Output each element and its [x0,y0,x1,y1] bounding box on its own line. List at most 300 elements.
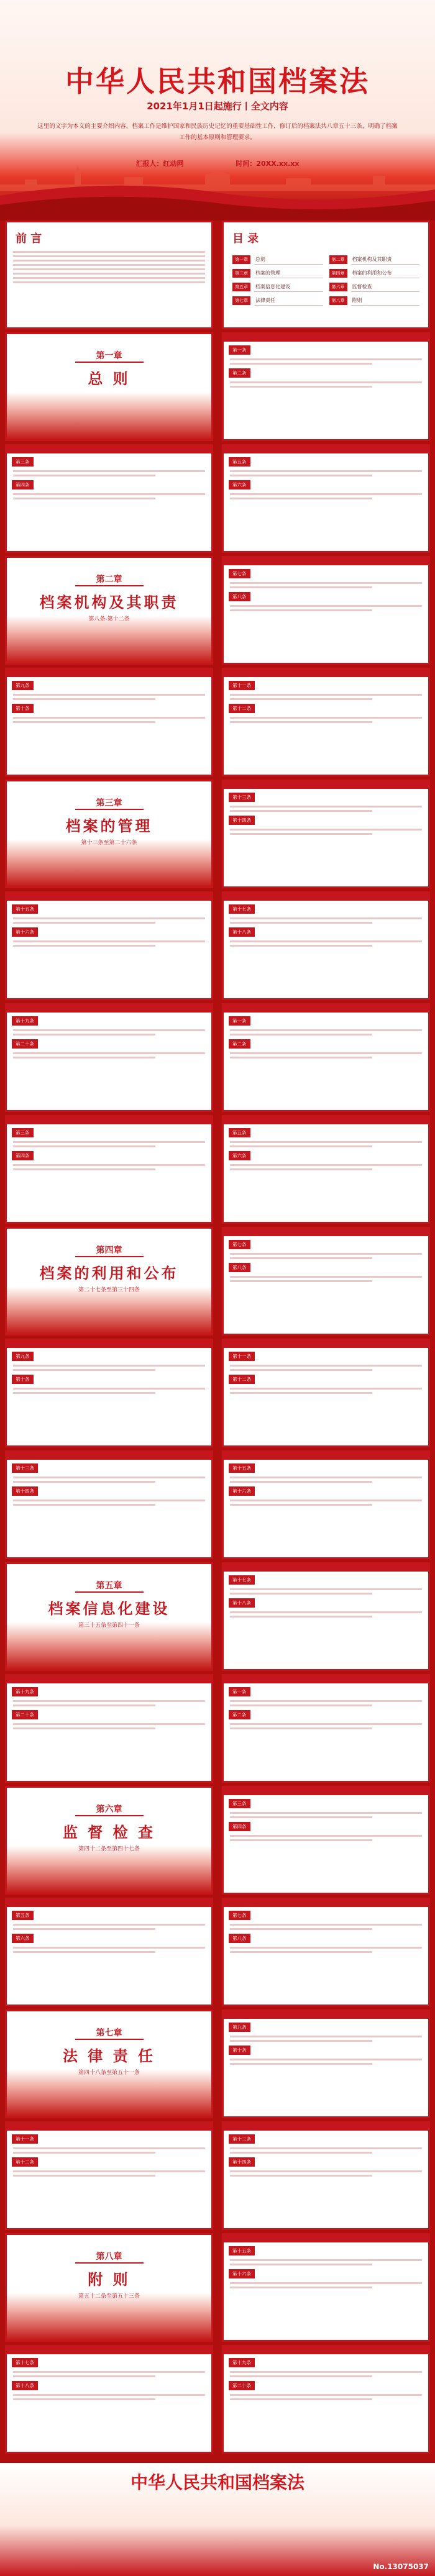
chapter-range: 第四十二条至第四十七条 [78,1846,140,1852]
text-line [13,2371,205,2373]
wave-decoration [0,177,435,221]
text-line [230,917,422,919]
article-label: 第十一条 [229,1352,255,1361]
toc-item-label: 附则 [351,296,420,306]
toc-item-number: 第二章 [329,255,347,264]
text-line [230,1034,372,1035]
closing-title: 中华人民共和国档案法 [130,2472,304,2493]
slide [222,1786,430,1895]
text-line [230,940,422,942]
text-line [13,2152,155,2154]
toc-title: 目 录 [232,232,259,245]
slide-row [0,2009,435,2121]
slide-header [7,1452,211,1460]
text-line [230,582,422,584]
slide [5,1450,213,1559]
text-line [230,381,422,383]
slide [222,1562,430,1671]
slide [5,1562,213,1671]
text-line [13,470,205,472]
toc-item-label: 监督检查 [351,282,420,292]
text-line [13,1928,155,1930]
toc-item-number: 第七章 [232,296,250,305]
watermark: No.13075037 [373,2562,429,2571]
text-line [230,698,372,700]
text-line [230,1504,372,1506]
text-line [230,1057,372,1058]
text-line [13,255,205,257]
slide-header [224,670,428,677]
slide-header [7,446,211,453]
article-label: 第八条 [229,1263,250,1272]
slide [5,221,213,329]
article-label: 第十七条 [229,1575,255,1585]
text-line [230,922,372,924]
article-label: 第九条 [229,2023,250,2032]
text-line [13,698,155,700]
slide [222,2345,430,2454]
slide-header [224,446,428,453]
article-label: 第三条 [12,457,34,467]
slide [222,2009,430,2118]
article-label: 第七条 [229,1911,250,1920]
slide-header [224,2235,428,2242]
chapter-range: 第二十七条至第三十四条 [78,1287,140,1293]
slide-header [7,670,211,677]
toc-item-number: 第一章 [232,255,250,264]
article-label: 第十九条 [12,1687,38,1696]
text-line [13,1947,205,1949]
closing-slide [0,2463,435,2576]
text-line [230,2036,422,2037]
toc-item-label: 档案的管理 [254,268,323,278]
slide [5,780,213,888]
text-line [230,2398,372,2400]
text-line [230,1812,422,1814]
text-line [13,1365,205,1367]
text-line [13,721,155,723]
slide [5,2233,213,2342]
article-label: 第十九条 [12,1016,38,1026]
slide-row [0,1562,435,1674]
article-label: 第一条 [229,345,250,355]
text-line [13,260,205,262]
text-line [13,2175,155,2177]
toc-item[interactable] [329,296,420,306]
text-line [230,1168,372,1170]
slide [5,556,213,665]
article-label: 第八条 [229,1934,250,1943]
article-label: 第十二条 [229,704,255,713]
text-line [230,1588,422,1590]
text-line [230,358,422,360]
slide [5,332,213,441]
text-line [230,2152,372,2154]
slide [5,444,213,553]
text-line [230,2259,422,2261]
slide-row [0,780,435,891]
text-line [230,1253,422,1255]
article-label: 第二条 [229,1039,250,1049]
chapter-title: 监 督 检 查 [62,1823,156,1841]
slide-row [0,1786,435,1898]
slide-header [224,1900,428,1907]
article-label: 第十二条 [12,2157,38,2167]
text-line [230,810,372,812]
slide [5,891,213,1000]
subtitle: 2021年1月1日起施行丨全文内容 [147,101,288,112]
text-line [230,475,372,476]
slide-header [7,1005,211,1013]
slide-row [0,1450,435,1562]
article-label: 第七条 [229,1240,250,1249]
text-line [230,2040,372,2042]
slide [5,1786,213,1895]
article-label: 第三条 [12,1128,34,1137]
text-line [230,1816,372,1818]
text-line [230,1593,372,1595]
article-label: 第五条 [229,1128,250,1137]
toc-item[interactable] [329,255,420,265]
chapter-title: 档案机构及其职责 [39,593,179,611]
article-label: 第十八条 [12,2381,38,2390]
slide-header [7,893,211,901]
text-line [230,1145,372,1147]
slide [222,556,430,665]
text-line [13,2394,205,2396]
text-line [230,1928,372,1930]
text-line [230,1839,372,1841]
text-line [13,493,205,495]
text-line [230,2063,372,2065]
text-line [230,1388,422,1390]
text-line [13,1723,205,1725]
chapter-range: 第八条-第十二条 [88,616,130,622]
slide-row [0,1674,435,1786]
article-label: 第九条 [12,681,34,690]
slide-row [0,2233,435,2345]
slide [222,1898,430,2006]
text-line [230,1947,422,1949]
slide [222,1674,430,1783]
text-line [230,2175,372,2177]
text-line [230,1477,422,1478]
chapter-title: 附 则 [88,2270,130,2288]
article-label: 第十七条 [12,2358,38,2367]
slide-row [0,1115,435,1227]
text-line [230,363,372,365]
slide-header [7,1676,211,1683]
slide-row [0,332,435,444]
slide-header [7,2123,211,2131]
toc-item[interactable] [329,282,420,292]
slide-row [0,668,435,780]
article-label: 第二条 [229,368,250,378]
intro-text: 这里的文字为本文的主要介绍内容，档案工作是维护国家和民族历史记忆的重要基础性工作，修订后的档案法共八章五十三条，明确了档案工作的基本原则和管理要求。 [37,123,398,141]
cover-slide [0,0,435,221]
slide [222,221,430,329]
article-label: 第十四条 [229,2157,255,2167]
chapter-number: 第八章 [75,2250,144,2264]
slide-header [224,2347,428,2354]
text-line [230,386,372,388]
chapter-range: 第十三条至第二十六条 [81,840,137,846]
slide [222,2233,430,2342]
chapter-title: 档案的利用和公布 [39,1264,179,1282]
toc-item[interactable] [232,268,323,278]
toc-item[interactable] [232,282,323,292]
slide-header [224,893,428,901]
text-line [13,1924,205,1926]
article-label: 第十六条 [229,1486,255,1496]
toc-list [224,248,428,312]
article-label: 第十七条 [229,904,255,914]
toc-item[interactable] [232,296,323,306]
article-label: 第四条 [12,480,34,489]
text-line [13,1164,205,1166]
article-label: 第一条 [229,1687,250,1696]
slide-header [224,334,428,342]
slide-header [224,558,428,565]
text-line [13,1029,205,1031]
chapter-title: 档案信息化建设 [48,1600,170,1618]
text-line [230,717,422,719]
chapter-title: 档案的管理 [65,817,153,835]
text-line [13,1481,155,1483]
text-line [13,917,205,919]
slide [5,2009,213,2118]
article-label: 第十六条 [229,2269,255,2278]
slide-row [0,1003,435,1115]
article-label: 第十三条 [229,793,255,802]
slide-row [0,2345,435,2457]
text-line [230,1257,372,1259]
slide [5,1003,213,1112]
slide [5,1339,213,1447]
slide [222,1450,430,1559]
chapter-number: 第六章 [75,1803,144,1816]
toc-item-number: 第五章 [232,283,250,291]
text-line [230,1924,422,1926]
toc-item[interactable] [329,268,420,278]
text-line [13,717,205,719]
slide-header [224,1005,428,1013]
slide [222,1003,430,1112]
slide-header [7,1900,211,1907]
article-label: 第六条 [12,1934,34,1943]
article-label: 第十九条 [229,2358,255,2367]
article-label: 第十条 [12,1375,34,1384]
text-line [13,1500,205,1501]
article-label: 第十一条 [12,2134,38,2144]
text-line [230,1723,422,1725]
text-line [13,1727,155,1729]
text-line [13,251,205,253]
text-line [13,281,205,283]
text-line [13,2398,155,2400]
article-label: 第十八条 [229,927,255,937]
text-line [13,2375,155,2377]
text-line [13,1145,155,1147]
article-label: 第一条 [229,1016,250,1026]
article-label: 第二十条 [12,1039,38,1049]
text-line [13,1057,155,1058]
toc-item[interactable] [232,255,323,265]
text-line [230,1365,422,1367]
text-line [13,1477,205,1478]
article-label: 第十条 [12,704,34,713]
text-line [230,721,372,723]
slide [5,1674,213,1783]
chapter-number: 第二章 [75,573,144,586]
text-line [13,1141,205,1143]
toc-item-label: 档案的利用和公布 [351,268,420,278]
text-line [230,829,422,831]
article-label: 第十五条 [12,904,38,914]
text-line [230,1052,422,1054]
text-line [13,1369,155,1371]
text-line [13,475,155,476]
slide [5,2121,213,2230]
text-line [13,1388,205,1390]
text-line [230,1951,372,1953]
chapter-number: 第五章 [75,1579,144,1593]
chapter-title: 法 律 责 任 [62,2047,156,2065]
text-line [230,2282,422,2284]
slide [222,2121,430,2230]
text-line [230,1500,422,1501]
article-label: 第十三条 [12,1463,38,1473]
text-line [13,264,205,266]
slide-row [0,444,435,556]
text-line [13,1700,205,1702]
text-line [13,1034,155,1035]
text-line [13,1168,155,1170]
text-line [13,945,155,947]
article-label: 第三条 [229,1799,250,1808]
text-line [230,2264,372,2265]
text-line [230,493,422,495]
text-line [230,1392,372,1394]
article-label: 第十五条 [229,2246,255,2255]
text-line [230,1164,422,1166]
text-line [230,1369,372,1371]
slide [222,1227,430,1336]
toc-item-number: 第三章 [232,269,250,278]
text-line [13,1504,155,1506]
article-label: 第四条 [12,1151,34,1160]
slide-row [0,1227,435,1339]
chapter-number: 第三章 [75,796,144,810]
reporter: 汇报人：红动网 [135,160,184,168]
text-line [230,833,372,835]
article-label: 第七条 [229,569,250,578]
chapter-range: 第三十五条至第四十一条 [78,1623,140,1629]
article-label: 第六条 [229,1151,250,1160]
slide [222,332,430,441]
preface-title: 前 言 [16,232,42,245]
slide-header [224,1676,428,1683]
slide-header [224,1564,428,1572]
article-label: 第二条 [229,1710,250,1719]
slide [5,1227,213,1336]
slide-row [0,891,435,1003]
slide-header [224,1340,428,1348]
text-line [230,1616,372,1618]
text-line [13,498,155,499]
toc-item-label: 档案机构及其职责 [351,255,420,265]
toc-item-label: 总则 [254,255,323,265]
slide [222,891,430,1000]
text-line [230,2375,372,2377]
chapter-range: 第四十八条至第五十一条 [78,2070,140,2076]
text-line [13,1052,205,1054]
text-line [230,694,422,696]
slide-header [7,1340,211,1348]
text-line [230,1481,372,1483]
toc-item-label: 法律责任 [254,296,323,306]
article-label: 第五条 [12,1911,34,1920]
text-line [230,1276,422,1278]
text-line [230,2059,422,2060]
text-line [230,498,372,499]
article-label: 第十六条 [12,927,38,937]
chapter-number: 第一章 [75,349,144,363]
page-title: 中华人民共和国档案法 [65,65,370,98]
text-line [230,605,422,607]
text-line [13,2147,205,2149]
slide [5,1898,213,2006]
text-line [13,268,205,270]
text-line [230,1835,422,1837]
article-label: 第十条 [229,2046,250,2055]
slide [5,1115,213,1224]
text-line [13,2170,205,2172]
slide-header [224,2011,428,2019]
slide-row [0,556,435,668]
slide-header [224,1229,428,1236]
chapter-range: 第五十二条至第五十三条 [78,2293,140,2300]
slide-header [224,2123,428,2131]
slide [222,780,430,888]
text-line [13,694,205,696]
text-line [13,1392,155,1394]
article-label: 第十一条 [229,681,255,690]
slide-header [224,1117,428,1124]
slide [5,668,213,776]
text-line [13,922,155,924]
article-label: 第九条 [12,1352,34,1361]
article-label: 第二十条 [229,2381,255,2390]
text-line [230,2170,422,2172]
article-label: 第十三条 [229,2134,255,2144]
text-line [13,1951,155,1953]
article-label: 第四条 [229,1822,250,1831]
article-label: 第六条 [229,480,250,489]
chapter-title: 总 则 [88,370,130,388]
article-label: 第十四条 [229,816,255,825]
text-line [230,1280,372,1282]
slide [222,1339,430,1447]
text-line [13,940,205,942]
text-line [230,1700,422,1702]
slide-header [224,781,428,789]
slide-header [7,2347,211,2354]
slide [5,2345,213,2454]
text-line [230,945,372,947]
article-label: 第十八条 [229,1598,255,1608]
text-line [230,2371,422,2373]
